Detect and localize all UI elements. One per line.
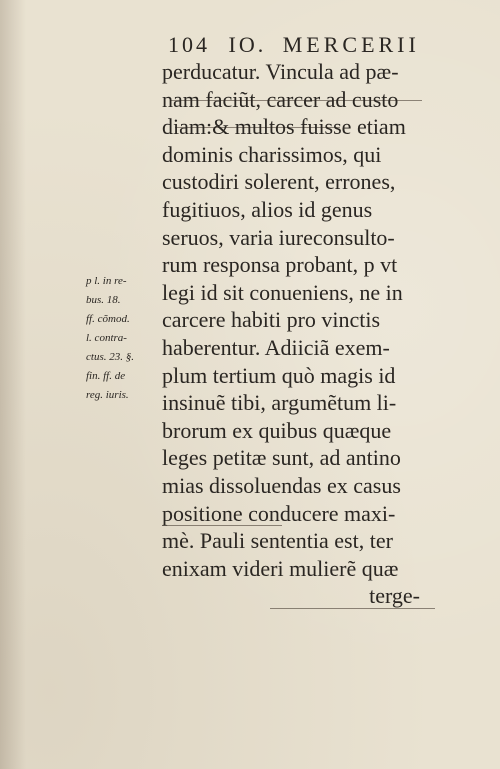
text-line: rum responsa probant, p vt <box>162 252 398 278</box>
text-line: positione conducere maxi- <box>162 500 396 526</box>
text-line: mè. Pauli sententia est, ter <box>162 528 393 554</box>
text-line: enixam videri mulierẽ quæ <box>162 555 399 581</box>
text-line: mias dissoluendas ex casus <box>162 472 401 498</box>
text-line: plum tertium quò magis id <box>162 362 396 388</box>
margin-note: bus. 18. <box>86 294 121 306</box>
text-line: leges petitæ sunt, ad antino <box>162 445 401 471</box>
text-line: diam:& multos fuisse etiam <box>162 114 406 140</box>
margin-note: p l. in re- <box>86 275 127 287</box>
author-abbreviation: IO. <box>228 32 267 57</box>
text-line: fugitiuos, alios id genus <box>162 196 373 222</box>
marginal-citations <box>86 272 156 405</box>
margin-note: reg. iuris. <box>86 389 129 401</box>
text-line: haberentur. Adiiciã exem- <box>162 334 390 360</box>
text-line: dominis charissimos, qui <box>162 141 382 167</box>
catchword: terge- <box>369 583 420 609</box>
text-line: carcere habiti pro vinctis <box>162 307 381 333</box>
body-text <box>162 58 462 610</box>
page-number: 104 <box>168 32 210 57</box>
margin-note: ff. cõmod. <box>86 313 130 325</box>
text-line: insinuẽ tibi, argumẽtum li- <box>162 390 397 416</box>
text-line: brorum ex quibus quæque <box>162 417 392 443</box>
text-line: perducatur. Vincula ad pæ- <box>162 59 399 84</box>
text-line: nam faciũt, carcer ad custo <box>162 86 399 112</box>
margin-note: ctus. 23. §. <box>86 351 134 363</box>
gutter-shadow <box>0 0 26 769</box>
text-line: legi id sit conueniens, ne in <box>162 279 403 305</box>
text-line: custodiri solerent, errones, <box>162 169 396 195</box>
text-line: seruos, varia iureconsulto- <box>162 224 395 250</box>
author-name: MERCERII <box>282 32 420 57</box>
margin-note: l. contra- <box>86 332 127 344</box>
running-header <box>168 32 420 58</box>
margin-note: fin. ff. de <box>86 370 126 382</box>
